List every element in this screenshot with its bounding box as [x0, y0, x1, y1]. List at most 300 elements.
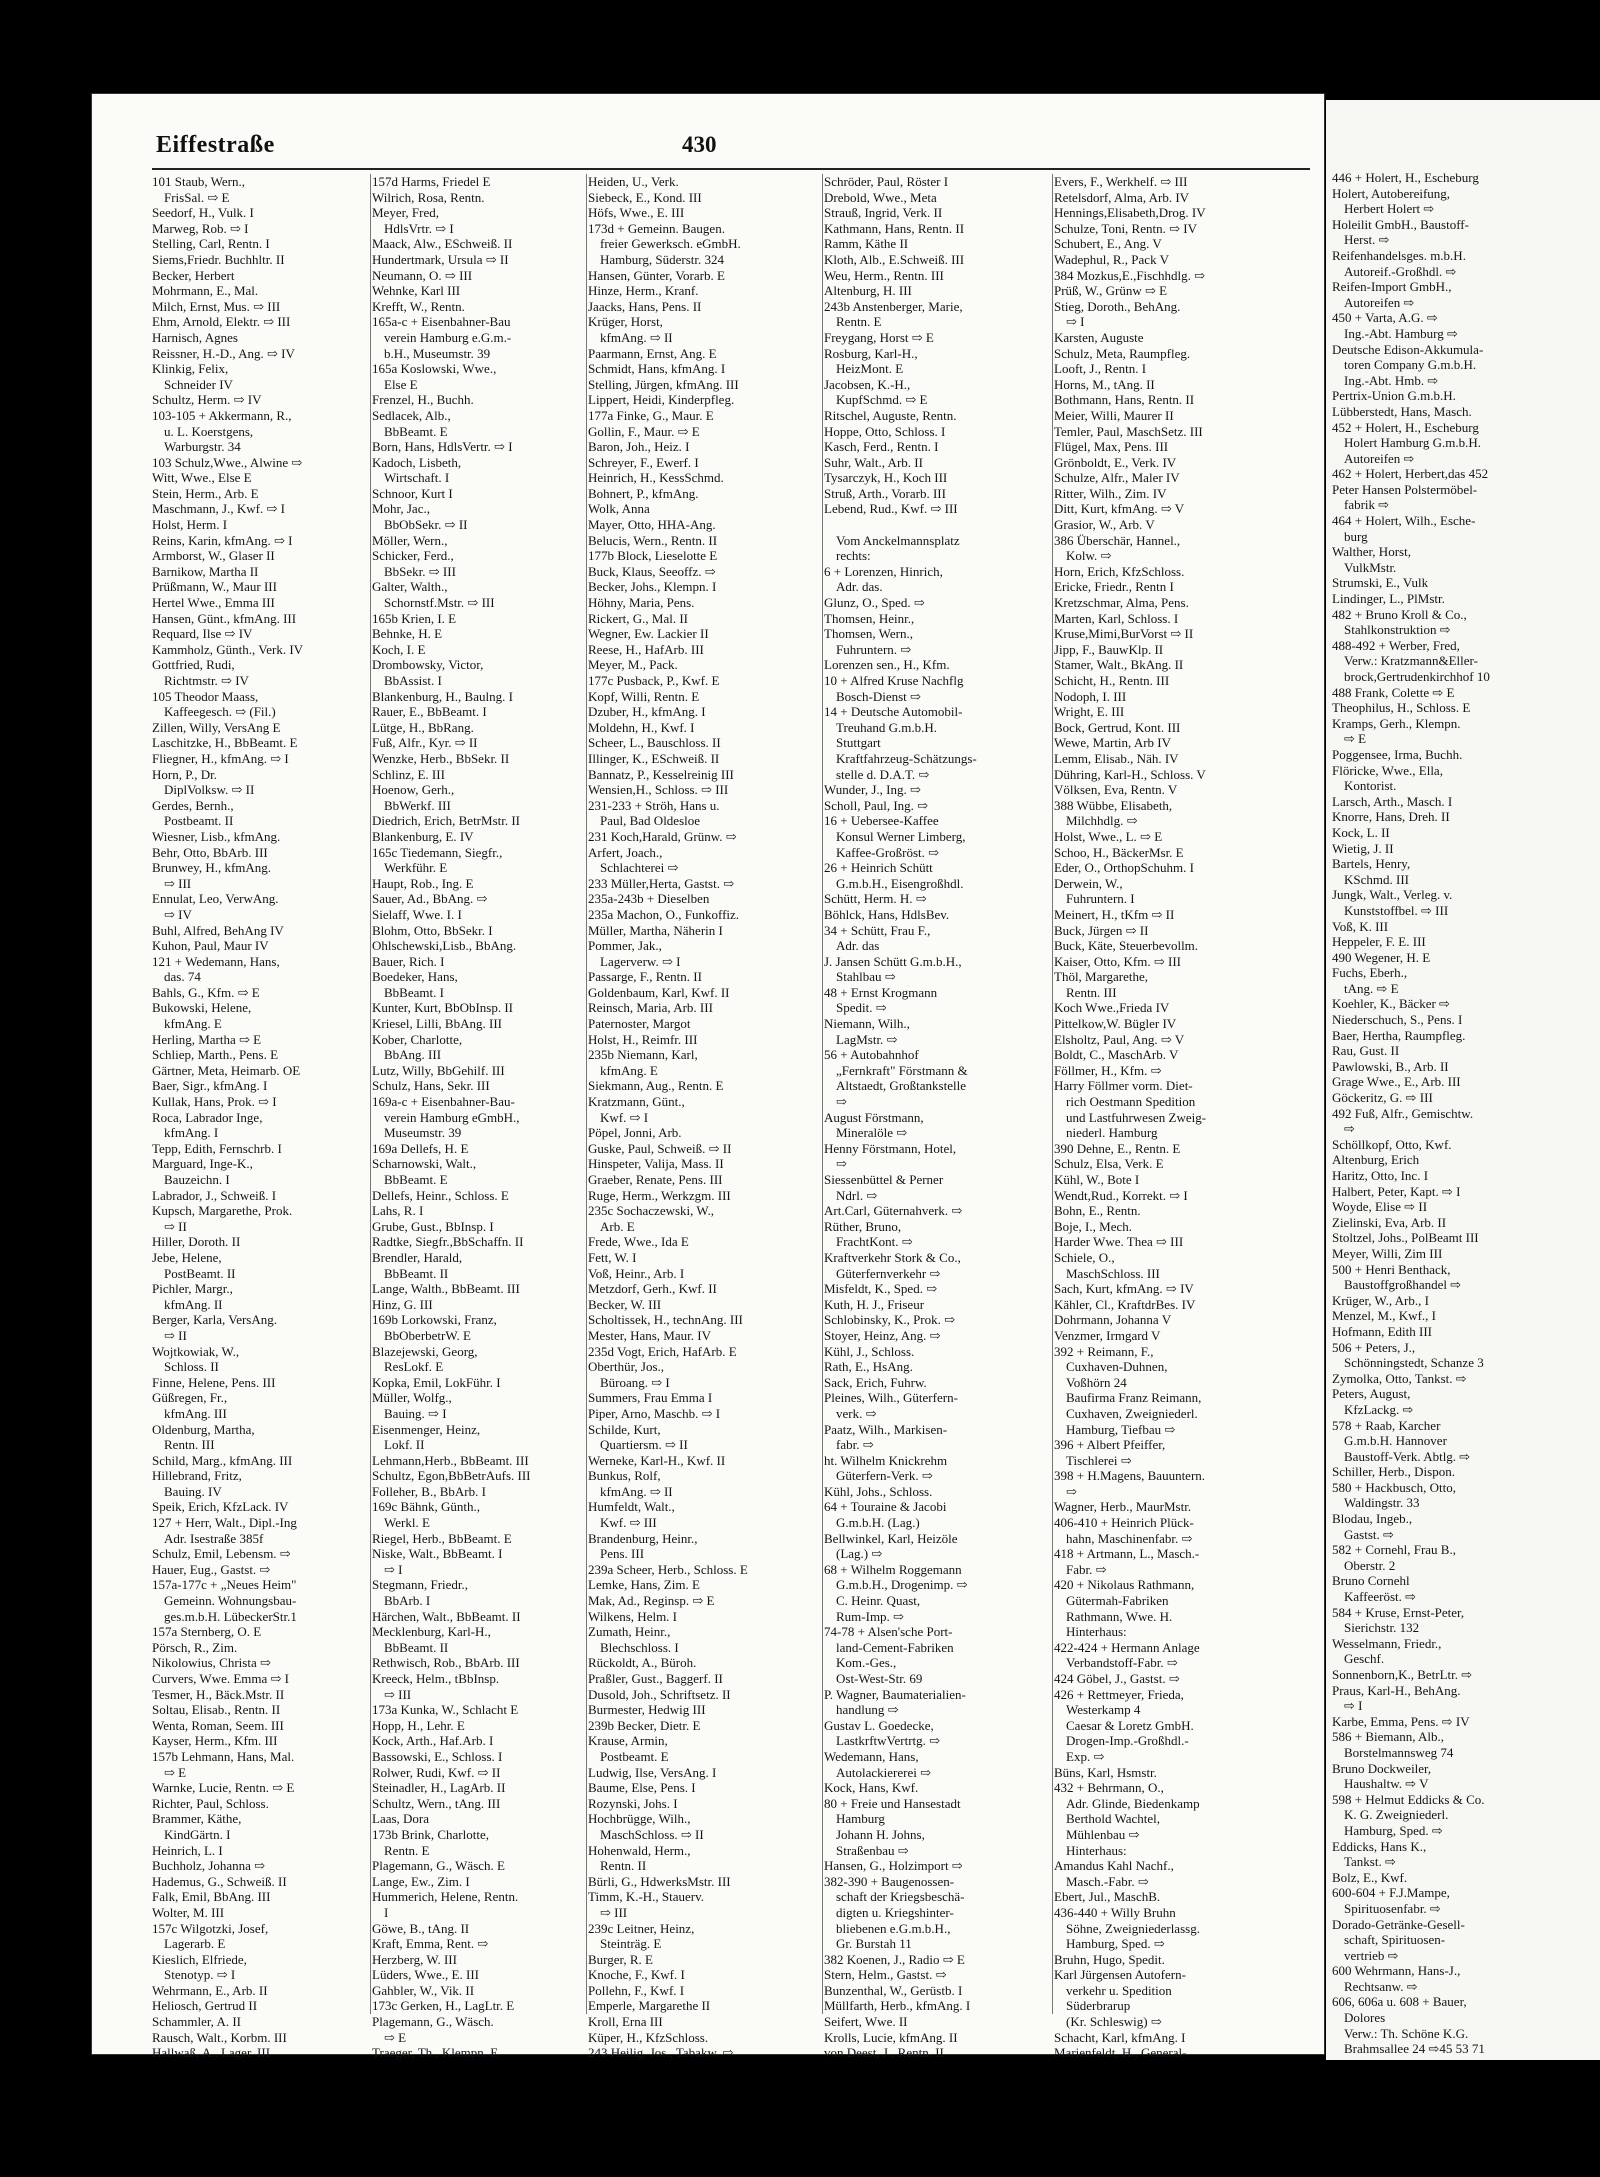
- directory-entry: 48 + Ernst Krogmann: [824, 984, 938, 1000]
- directory-entry: 488-492 + Werber, Fred,: [1332, 637, 1460, 653]
- directory-entry: ⇨ E: [164, 1764, 187, 1780]
- directory-entry: Moldehn, H., Kwf. I: [588, 719, 695, 735]
- directory-entry: Baufirma Franz Reimann,: [1066, 1390, 1202, 1406]
- directory-entry: Lagerarb. E: [164, 1936, 226, 1952]
- directory-entry: Rentn. III: [1066, 984, 1117, 1000]
- directory-entry: BbArb. I: [384, 1593, 431, 1609]
- directory-entry: Boedeker, Hans,: [372, 969, 458, 985]
- directory-entry: Walther, Horst,: [1332, 544, 1411, 560]
- directory-entry: 384 Mozkus,E.,Fischhdlg. ⇨: [1054, 267, 1206, 283]
- directory-entry: Struß, Arth., Vorarb. III: [824, 485, 946, 501]
- directory-entry: Blazejewski, Georg,: [372, 1343, 478, 1359]
- directory-entry: Wilrich, Rosa, Rentn.: [372, 189, 485, 205]
- directory-entry: Kupsch, Margarethe, Prok.: [152, 1203, 293, 1219]
- directory-entry: BbAssist. I: [384, 673, 442, 688]
- directory-entry: Lange, Ew., Zim. I: [372, 1873, 470, 1889]
- directory-entry: Rausch, Walt., Korbm. III: [152, 2029, 287, 2045]
- directory-entry: Wilkens, Helm. I: [588, 1608, 678, 1624]
- directory-entry: Buck, Jürgen ⇨ II: [1054, 922, 1149, 938]
- directory-entry: Harnisch, Agnes: [152, 329, 238, 345]
- directory-entry: Hansen, Günt., kfmAng. III: [152, 610, 297, 626]
- directory-entry: Ditt, Kurt, kfmAng. ⇨ V: [1054, 501, 1185, 517]
- directory-entry: Gastst. ⇨: [1344, 1526, 1394, 1542]
- directory-entry: Lindinger, L., PlMstr.: [1332, 591, 1445, 607]
- directory-entry: Straßenbau ⇨: [836, 1842, 909, 1858]
- directory-entry: Hinterhaus:: [1066, 1842, 1127, 1858]
- directory-entry: BbBeamt. E: [384, 1172, 448, 1187]
- directory-entry: Autolackiererei ⇨: [836, 1764, 931, 1780]
- directory-entry: Pens. III: [600, 1546, 645, 1562]
- directory-entry: Voßhörn 24: [1066, 1374, 1127, 1390]
- directory-entry: Hummerich, Helene, Rentn.: [372, 1889, 519, 1905]
- directory-entry: Wolk, Anna: [588, 501, 650, 517]
- directory-entry: Fliegner, H., kfmAng. ⇨ I: [152, 750, 289, 766]
- directory-entry: 80 + Freie und Hansestadt: [824, 1795, 961, 1811]
- directory-page: [92, 94, 1324, 2061]
- directory-entry: 169c Bähnk, Günth.,: [372, 1499, 480, 1515]
- directory-entry: Ritschel, Auguste, Rentn.: [824, 407, 957, 423]
- directory-entry: Buhl, Alfred, BehAng IV: [152, 922, 284, 938]
- directory-entry: Scholtissek, H., technAng. III: [588, 1312, 743, 1328]
- directory-entry: Hinterhaus:: [1066, 1624, 1127, 1640]
- directory-entry: Jaacks, Hans, Pens. II: [588, 298, 702, 314]
- directory-entry: Lebend, Rud., Kwf. ⇨ III: [824, 501, 958, 517]
- directory-entry: kfmAng. E: [600, 1062, 658, 1078]
- directory-entry: Bauing. IV: [164, 1483, 222, 1499]
- directory-entry: BbObSekr. ⇨ II: [384, 517, 468, 533]
- directory-entry: Woyde, Elise ⇨ II: [1332, 1199, 1428, 1215]
- directory-entry: Hiller, Doroth. II: [152, 1234, 241, 1250]
- directory-entry: Art.Carl, Güternahverk. ⇨: [824, 1203, 963, 1219]
- directory-entry: handlung ⇨: [836, 1702, 899, 1718]
- directory-entry: Kunter, Kurt, BbObInsp. II: [372, 1000, 514, 1016]
- directory-entry: Curvers, Wwe. Emma ⇨ I: [152, 1671, 290, 1686]
- directory-entry: b.H., Museumstr. 39: [384, 345, 491, 361]
- directory-entry: 165b Krien, I. E: [372, 610, 457, 626]
- directory-entry: Behnke, H. E: [372, 626, 443, 642]
- directory-entry: Schlachterei ⇨: [600, 860, 679, 876]
- directory-entry: Reins, Karin, kfmAng. ⇨ I: [152, 532, 293, 548]
- directory-entry: Mecklenburg, Karl-H.,: [372, 1624, 491, 1640]
- directory-entry: 580 + Hackbusch, Otto,: [1332, 1479, 1456, 1495]
- directory-entry: Koch Wwe.,Frieda IV: [1054, 1000, 1170, 1016]
- directory-entry: Rentn. E: [384, 1842, 430, 1858]
- directory-entry: das. 74: [164, 969, 201, 985]
- directory-entry: Hertel Wwe., Emma III: [152, 595, 275, 611]
- directory-entry: Deutsche Edison-Akkumula-: [1332, 341, 1484, 357]
- directory-entry: Cuxhaven, Zweigniederl.: [1066, 1405, 1198, 1421]
- directory-entry: Adr. Glinde, Biedenkamp: [1066, 1795, 1200, 1811]
- directory-entry: Temler, Paul, MaschSetz. III: [1054, 423, 1203, 439]
- directory-entry: Stelling, Jürgen, kfmAng. III: [588, 376, 739, 392]
- directory-entry: Ing.-Abt. Hmb. ⇨: [1344, 372, 1439, 388]
- directory-entry: 606, 606a u. 608 + Bauer,: [1332, 1994, 1467, 2010]
- directory-entry: 235b Niemann, Karl,: [588, 1047, 698, 1063]
- directory-entry: Söhne, Zweigniederlassg.: [1066, 1920, 1200, 1936]
- directory-entry: 105 Theodor Maass,: [152, 688, 259, 704]
- directory-entry: 74-78 + Alsen'sche Port-: [824, 1624, 953, 1640]
- directory-entry: kfmAng. E: [164, 1016, 222, 1032]
- directory-entry: Wietig, J. II: [1332, 840, 1394, 856]
- directory-entry: Borstelmannsweg 74: [1344, 1744, 1454, 1760]
- directory-entry: Looft, J., Rentn. I: [1054, 361, 1147, 377]
- directory-entry: FrisSal. ⇨ E: [164, 189, 230, 205]
- directory-entry: Schulze, Alfr., Maler IV: [1054, 470, 1180, 486]
- directory-entry: 157a-177c + „Neues Heim": [152, 1577, 297, 1593]
- directory-entry: Sach, Kurt, kfmAng. ⇨ IV: [1054, 1281, 1194, 1297]
- directory-entry: DiplVolksw. ⇨ II: [164, 782, 255, 798]
- directory-entry: Altenburg, Erich: [1332, 1152, 1420, 1168]
- directory-entry: Gustav L. Goedecke,: [824, 1717, 934, 1733]
- directory-entry: 165a Koslowski, Wwe.,: [372, 361, 497, 377]
- directory-entry: Gottfried, Rudi,: [152, 657, 235, 673]
- directory-entry: Hamburg, Tiefbau ⇨: [1066, 1421, 1176, 1437]
- directory-entry: 582 + Cornehl, Frau B.,: [1332, 1542, 1456, 1558]
- directory-entry: Stieg, Doroth., BehAng.: [1054, 298, 1181, 314]
- directory-entry: PostBeamt. II: [164, 1265, 236, 1281]
- directory-entry: Schultz, Egon,BbBetrAufs. III: [372, 1468, 531, 1484]
- directory-entry: Kock, Arth., Haf.Arb. I: [372, 1733, 494, 1749]
- directory-entry: Westerkamp 4: [1066, 1702, 1141, 1718]
- directory-entry: Menzel, M., Kwf., I: [1332, 1308, 1436, 1324]
- directory-entry: Else E: [384, 376, 418, 392]
- directory-entry: Niske, Walt., BbBeamt. I: [372, 1546, 503, 1562]
- directory-entry: Caesar & Loretz GmbH.: [1066, 1717, 1194, 1733]
- directory-entry: 56 + Autobahnhof: [824, 1047, 919, 1063]
- directory-entry: Bauer, Rich. I: [372, 953, 445, 969]
- directory-entry: Reifenhandelsges. m.b.H.: [1332, 247, 1466, 263]
- directory-entry: Ebert, Jul., MaschB.: [1054, 1889, 1161, 1905]
- directory-entry: Rentn. III: [164, 1437, 215, 1453]
- directory-entry: verein Hamburg eGmbH.,: [384, 1109, 520, 1125]
- directory-entry: Pittelkow,W. Bügler IV: [1054, 1016, 1177, 1032]
- directory-entry: Bellwinkel, Karl, Heizöle: [824, 1530, 958, 1546]
- directory-entry: Labrador, J., Schweiß. I: [152, 1187, 277, 1203]
- directory-entry: brock,Gertrudenkirchhof 10: [1344, 669, 1490, 684]
- directory-entry: Mohrmann, E., Mal.: [152, 283, 259, 299]
- directory-entry: Kom.-Ges.,: [836, 1655, 897, 1671]
- directory-entry: 173a Kunka, W., Schlacht E: [372, 1702, 519, 1718]
- directory-entry: K. G. Zweigniederl.: [1344, 1807, 1449, 1823]
- directory-entry: Sauer, Ad., BbAng. ⇨: [372, 891, 488, 907]
- directory-entry: Altenburg, H. III: [824, 283, 912, 299]
- directory-entry: Vom Anckelmannsplatz: [836, 532, 960, 548]
- directory-entry: Zumath, Heinr.,: [588, 1624, 671, 1640]
- directory-entry: Wedemann, Hans,: [824, 1748, 919, 1764]
- directory-entry: Baustoff-Verk. Abtlg. ⇨: [1344, 1448, 1471, 1464]
- directory-entry: Werneke, Karl-H., Kwf. II: [588, 1452, 726, 1468]
- directory-entry: Belucis, Wern., Rentn. II: [588, 532, 718, 548]
- column-divider: [1052, 174, 1053, 2014]
- directory-entry: Glunz, O., Sped. ⇨: [824, 595, 925, 611]
- street-title: Eiffestraße: [156, 132, 275, 158]
- directory-entry: Richter, Paul, Schloss.: [152, 1795, 269, 1811]
- directory-entry: ⇨ IV: [164, 906, 192, 922]
- directory-entry: 406-410 + Heinrich Plück-: [1054, 1515, 1194, 1531]
- directory-entry: Klinkig, Felix,: [152, 361, 229, 377]
- directory-entry: ⇨: [836, 1094, 847, 1110]
- directory-entry: 235a Machon, O., Funkoffiz.: [588, 906, 740, 922]
- directory-entry: kfmAng. I: [164, 1125, 219, 1141]
- directory-entry: Schulz, Hans, Sekr. III: [372, 1078, 490, 1094]
- directory-entry: Holst, Herm. I: [152, 517, 228, 533]
- directory-entry: Wehrmann, E., Arb. II: [152, 1982, 268, 1998]
- directory-entry: Bohnert, P., kfmAng.: [588, 485, 699, 501]
- directory-entry: 462 + Holert, Herbert,das 452: [1332, 466, 1489, 482]
- directory-entry: Schulz, Meta, Raumpfleg.: [1054, 345, 1191, 361]
- directory-entry: 177b Block, Lieselotte E: [588, 548, 718, 564]
- directory-entry: Küper, H., KfzSchloss.: [588, 2029, 709, 2045]
- directory-entry: Scharnowski, Walt.,: [372, 1156, 477, 1172]
- directory-entry: ⇨: [1344, 1121, 1355, 1137]
- directory-entry: Reifen-Import GmbH.,: [1332, 279, 1452, 295]
- directory-entry: 396 + Albert Pfeiffer,: [1054, 1437, 1166, 1453]
- directory-entry: Kroll, Erna III: [588, 2014, 663, 2030]
- directory-entry: Piper, Arno, Maschb. ⇨ I: [588, 1405, 721, 1421]
- directory-entry: Postbeamt. E: [600, 1748, 669, 1764]
- directory-entry: Rosburg, Karl-H.,: [824, 345, 918, 361]
- directory-entry: 14 + Deutsche Automobil-: [824, 704, 963, 720]
- directory-entry: Hoppe, Otto, Schloss. I: [824, 423, 946, 439]
- directory-entry: Schütt, Herm. H. ⇨: [824, 891, 927, 907]
- directory-entry: Blankenburg, H., Baulng. I: [372, 688, 513, 704]
- directory-entry: LagMstr. ⇨: [836, 1031, 898, 1047]
- directory-entry: Kammholz, Günth., Verk. IV: [152, 641, 304, 657]
- directory-entry: Verw.: Kratzmann&Eller-: [1344, 653, 1478, 669]
- directory-entry: 598 + Helmut Eddicks & Co.: [1332, 1791, 1485, 1807]
- directory-entry: Schultz, Wern., tAng. III: [372, 1795, 501, 1811]
- page-number: 430: [682, 132, 717, 157]
- directory-entry: Buck, Käte, Steuerbevollm.: [1054, 938, 1199, 954]
- directory-entry: Rickert, G., Mal. II: [588, 610, 689, 626]
- directory-entry: Heppeler, F. E. III: [1332, 934, 1426, 950]
- directory-entry: land-Cement-Fabriken: [836, 1639, 954, 1655]
- directory-entry: Eddicks, Hans K.,: [1332, 1838, 1427, 1854]
- directory-entry: Hillebrand, Fritz,: [152, 1468, 242, 1484]
- directory-entry: Spedit. ⇨: [836, 1000, 887, 1016]
- directory-entry: BbSekr. ⇨ III: [384, 563, 456, 579]
- directory-entry: Ennulat, Leo, VerwAng.: [152, 891, 279, 907]
- directory-entry: Göckeritz, G. ⇨ III: [1332, 1090, 1433, 1106]
- directory-entry: Poggensee, Irma, Buchh.: [1332, 746, 1463, 762]
- scan-border: [0, 2060, 1600, 2177]
- directory-entry: Ndrl. ⇨: [836, 1187, 878, 1203]
- directory-entry: Kayser, Herm., Kfm. III: [152, 1733, 278, 1749]
- directory-entry: Harder Wwe. Thea ⇨ III: [1054, 1234, 1184, 1250]
- directory-entry: 432 + Behrmann, O.,: [1054, 1780, 1164, 1796]
- directory-entry: Brunwey, H., kfmAng.: [152, 860, 272, 876]
- directory-entry: Schammler, A. II: [152, 2014, 242, 2030]
- directory-entry: 173c Gerken, H., LagLtr. E: [372, 1998, 515, 2014]
- directory-entry: Wojtkowiak, W.,: [152, 1343, 240, 1359]
- directory-entry: Falk, Emil, BbAng. III: [152, 1889, 271, 1905]
- directory-entry: Böhlck, Hans, HdlsBev.: [824, 906, 950, 922]
- directory-entry: Lutz, Willy, BbGehilf. III: [372, 1062, 505, 1078]
- directory-entry: ⇨ II: [164, 1218, 187, 1234]
- directory-entry: Altstaedt, Großtankstelle: [836, 1078, 966, 1094]
- directory-entry: Maschmann, J., Kwf. ⇨ I: [152, 501, 285, 517]
- directory-entry: Burger, R. E: [588, 1951, 653, 1967]
- directory-entry: MaschSchloss. III: [1066, 1265, 1160, 1281]
- directory-entry: Hundertmark, Ursula ⇨ II: [372, 251, 509, 267]
- directory-entry: Jungk, Walt., Verleg. v.: [1332, 887, 1453, 903]
- directory-entry: 177c Pusback, P., Kwf. E: [588, 673, 720, 688]
- directory-entry: Lorenzen sen., H., Kfm.: [824, 657, 950, 673]
- directory-entry: Haupt, Rob., Ing. E: [372, 875, 474, 891]
- directory-entry: Hansen, Günter, Vorarb. E: [588, 267, 725, 283]
- directory-entry: Kreeck, Helm., tBbInsp.: [372, 1671, 500, 1686]
- directory-entry: Stenotyp. ⇨ I: [164, 1967, 236, 1983]
- directory-entry: 506 + Peters, J.,: [1332, 1339, 1416, 1355]
- directory-entry: Tischlerei ⇨: [1066, 1452, 1132, 1468]
- directory-entry: Kwf. ⇨ I: [600, 1109, 649, 1125]
- directory-entry: schaft der Kriegsbeschä-: [836, 1889, 965, 1905]
- directory-entry: Kaffeegesch. ⇨ (Fil.): [164, 704, 276, 720]
- directory-entry: Grasior, W., Arb. V: [1054, 517, 1155, 533]
- directory-entry: 424 Göbel, J., Gastst. ⇨: [1054, 1671, 1180, 1686]
- directory-entry: Schulz, Emil, Lebensm. ⇨: [152, 1546, 291, 1562]
- directory-entry: 239b Becker, Dietr. E: [588, 1717, 701, 1733]
- directory-entry: Stahlbau ⇨: [836, 969, 896, 985]
- directory-entry: Becker, W. III: [588, 1296, 662, 1312]
- directory-entry: ⇨ E: [384, 2029, 407, 2045]
- directory-entry: Armborst, W., Glaser II: [152, 548, 275, 564]
- directory-entry: Rozynski, Johs. I: [588, 1795, 678, 1811]
- directory-entry: Kraftverkehr Stork & Co.,: [824, 1249, 961, 1265]
- directory-entry: Härchen, Walt., BbBeamt. II: [372, 1608, 521, 1624]
- directory-entry: 578 + Raab, Karcher: [1332, 1417, 1441, 1433]
- directory-entry: Rentn. II: [600, 1858, 647, 1874]
- directory-entry: Maack, Alw., ESchweiß. II: [372, 236, 513, 252]
- directory-entry: Siebeck, E., Kond. III: [588, 189, 702, 205]
- directory-entry: Adr. das: [836, 938, 880, 954]
- directory-entry: Rückoldt, A., Büroh.: [588, 1655, 697, 1671]
- directory-entry: 426 + Rettmeyer, Frieda,: [1054, 1686, 1184, 1702]
- directory-entry: Dühring, Karl-H., Schloss. V: [1054, 766, 1206, 782]
- directory-entry: Lokf. II: [384, 1437, 425, 1453]
- directory-column-3: [588, 174, 820, 2061]
- directory-entry: Diedrich, Erich, BetrMstr. II: [372, 813, 521, 829]
- directory-entry: 436-440 + Willy Bruhn: [1054, 1904, 1176, 1920]
- directory-entry: Kratzmann, Günt.,: [588, 1094, 685, 1110]
- directory-entry: Heiden, U., Verk.: [588, 174, 679, 189]
- directory-entry: 103-105 + Akkermann, R.,: [152, 407, 292, 423]
- directory-entry: Müllfarth, Herb., kfmAng. I: [824, 1998, 971, 2014]
- directory-entry: Berger, Karla, VersAng.: [152, 1312, 277, 1328]
- directory-entry: Humfeldt, Walt.,: [588, 1499, 675, 1515]
- directory-entry: Adr. das.: [836, 579, 883, 595]
- directory-entry: ⇨ II: [164, 1327, 187, 1343]
- directory-entry: Mester, Hans, Maur. IV: [588, 1327, 711, 1343]
- directory-entry: niederl. Hamburg: [1066, 1125, 1158, 1141]
- directory-entry: Barnikow, Martha II: [152, 563, 259, 579]
- directory-entry: Gärtner, Meta, Heimarb. OE: [152, 1062, 301, 1078]
- directory-entry: Kruse,Mimi,BurVorst ⇨ II: [1054, 626, 1194, 642]
- directory-entry: Horn, P., Dr.: [152, 766, 218, 782]
- directory-entry: Ludwig, Ilse, VersAng. I: [588, 1764, 717, 1780]
- directory-entry: Schulz, Elsa, Verk. E: [1054, 1156, 1164, 1172]
- directory-entry: Schnoor, Kurt I: [372, 485, 453, 501]
- directory-entry: Zymolka, Otto, Tankst. ⇨: [1332, 1370, 1467, 1386]
- directory-entry: kfmAng. II: [164, 1296, 223, 1312]
- directory-entry: Lahs, R. I: [372, 1203, 424, 1219]
- directory-entry: Tepp, Edith, Fernschrb. I: [152, 1140, 282, 1156]
- directory-entry: Schoo, H., BäckerMsr. E: [1054, 844, 1184, 860]
- directory-entry: Fuchs, Eberh.,: [1332, 965, 1408, 981]
- directory-entry: Derwein, W.,: [1054, 875, 1123, 891]
- directory-entry: Kraft, Emma, Rent. ⇨: [372, 1936, 489, 1952]
- directory-entry: Krüger, W., Arb., I: [1332, 1292, 1429, 1308]
- directory-entry: Bauing. ⇨ I: [384, 1405, 447, 1421]
- directory-entry: Drogen-Imp.-Großhdl.-: [1066, 1733, 1189, 1749]
- directory-entry: Bunkus, Rolf,: [588, 1468, 661, 1484]
- directory-entry: KSchmd. III: [1344, 871, 1409, 887]
- directory-entry: Hinze, Herm., Kranf.: [588, 283, 699, 299]
- directory-entry: verkehr u. Spedition: [1066, 1982, 1172, 1998]
- directory-entry: Kieslich, Elfriede,: [152, 1951, 247, 1967]
- directory-entry: Flügel, Max, Pens. III: [1054, 439, 1169, 455]
- directory-entry: Gr. Burstah 11: [836, 1936, 912, 1952]
- directory-entry: Eder, O., OrthopSchuhm. I: [1054, 860, 1194, 876]
- directory-entry: Bosch-Dienst ⇨: [836, 688, 921, 704]
- next-page-edge: [1326, 100, 1600, 2060]
- directory-entry: Wagner, Herb., MaurMstr.: [1054, 1499, 1192, 1515]
- directory-entry: Venzmer, Irmgard V: [1054, 1327, 1161, 1343]
- directory-entry: Bauzeichn. I: [164, 1172, 230, 1187]
- directory-entry: Prüß, W., Grünw ⇨ E: [1054, 283, 1168, 299]
- directory-entry: 64 + Touraine & Jacobi: [824, 1499, 947, 1515]
- directory-column-1: [152, 174, 368, 2061]
- directory-entry: Kaffee-Großröst. ⇨: [836, 844, 940, 860]
- directory-entry: Sonnenborn,K., BetrLtr. ⇨: [1332, 1667, 1473, 1682]
- directory-entry: Finne, Helene, Pens. III: [152, 1374, 276, 1390]
- directory-entry: Bukowski, Helene,: [152, 1000, 252, 1016]
- directory-entry: Hochbrügge, Wilh.,: [588, 1811, 691, 1827]
- directory-entry: Büns, Karl, Hsmstr.: [1054, 1764, 1157, 1780]
- directory-entry: 446 + Holert, H., Escheburg: [1332, 170, 1479, 185]
- directory-entry: 418 + Artmann, L., Masch.-: [1054, 1546, 1200, 1562]
- directory-entry: freier Gewerksch. eGmbH.: [600, 236, 741, 252]
- directory-entry: 169a Dellefs, H. E: [372, 1140, 469, 1156]
- directory-entry: Hennings,Elisabeth,Drog. IV: [1054, 205, 1206, 221]
- directory-entry: Hinz, G. III: [372, 1296, 433, 1312]
- directory-entry: Suhr, Walt., Arb. II: [824, 454, 923, 470]
- directory-entry: Kasch, Ferd., Rentn. I: [824, 439, 939, 455]
- directory-entry: Riegel, Herb., BbBeamt. E: [372, 1530, 512, 1546]
- directory-entry: P. Wagner, Baumaterialien-: [824, 1686, 966, 1702]
- directory-entry: ⇨ E: [1344, 731, 1367, 747]
- directory-entry: G.m.b.H., Eisengroßhdl.: [836, 875, 964, 891]
- directory-entry: ges.m.b.H. LübeckerStr.1: [164, 1608, 297, 1624]
- directory-entry: 157a Sternberg, O. E: [152, 1624, 262, 1640]
- directory-entry: und Lastfuhrwesen Zweig-: [1066, 1109, 1207, 1125]
- directory-entry: Schicker, Ferd.,: [372, 548, 454, 564]
- directory-entry: Reese, H., HafArb. III: [588, 641, 704, 657]
- directory-entry: Wensien,H., Schloss. ⇨ III: [588, 782, 729, 798]
- directory-entry: LastkrftwVertrtg. ⇨: [836, 1733, 941, 1749]
- directory-entry: Konsul Werner Limberg,: [836, 828, 966, 844]
- directory-entry: Reinsch, Maria, Arb. III: [588, 1000, 713, 1016]
- directory-entry: Krause, Armin,: [588, 1733, 668, 1749]
- column-divider: [822, 174, 823, 2014]
- directory-entry: 165a-c + Eisenbahner-Bau: [372, 314, 511, 330]
- directory-entry: Laschitzke, H., BbBeamt. E: [152, 735, 298, 751]
- directory-entry: Autoreifen ⇨: [1344, 294, 1415, 310]
- directory-entry: Voß, Heinr., Arb. I: [588, 1265, 685, 1281]
- directory-entry: Holert Hamburg G.m.b.H.: [1344, 435, 1481, 451]
- directory-entry: Roca, Labrador Inge,: [152, 1109, 263, 1125]
- directory-entry: Mak, Ad., Reginsp. ⇨ E: [588, 1593, 715, 1609]
